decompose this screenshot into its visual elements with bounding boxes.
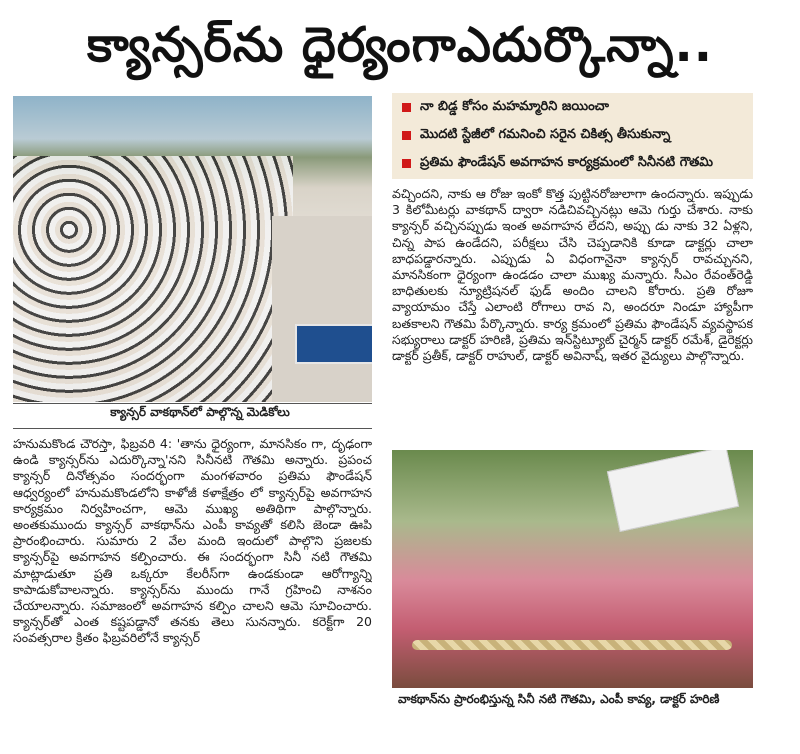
ribbon-rope	[412, 640, 732, 650]
highlight-text: ప్రతిమ ఫౌండేషన్ అవగాహన కార్యక్రమంలో సినీనటి గౌతమి	[420, 155, 714, 170]
crowd-of-marchers	[13, 156, 293, 402]
caption-bottom-rule	[13, 428, 372, 429]
highlight-item	[392, 121, 753, 149]
article-text-left: హనుమకొండ చౌరస్తా, ఫిబ్రవరి 4: 'తాను ధైర్యంగా, మానసికం గా, దృఢంగా ఉండి క్యాన్సర్‌ను ఎదుర్కొన్నా'నని సినీనటి గౌతమి అన్నారు. ప్రపంచ క్యాన్సర్ దినోత్సవం సందర్భంగా మంగళవారం ప్రతిమ ఫౌండేషన్ ఆధ్వర్యంలో హనుమకొండలోని కాళోజీ కళాక్షేత్రం లో క్యాన్సర్‌పై అవగాహన కార్యక్రమం నిర్వహించగా, ఆమె ముఖ్య అతిథిగా పాల్గొన్నారు. అంతకుముందు క్యాన్సర్ వాకథాన్‌ను ఎంపీ కావ్యతో కలిసి జెండా ఊపి ప్రారంభించారు. సుమారు 2 వేల మంది ఇందులో పాల్గొని ప్రజలకు క్యాన్సర్‌పై అవగాహన కల్పించారు. ఈ సందర్భంగా సినీ నటి గౌతమి మాట్లాడుతూ ప్రతి ఒక్కరూ కేలరీస్‌గా ఉండకుండా ఆరోగ్యాన్ని కాపాడుకోవాలన్నారు. క్యాన్సర్‌ను ముందు గానే గ్రహించి నాశనం చేయాలన్నారు. సమాజంలో అవగాహన కల్పిం చాలని ఆమె సూచించారు. క్యాన్సర్‌తో ఎంత కష్టపడ్డానో తనకు తెలు సునన్నారు. కరెక్ట్‌గా 20 సంవత్సరాల క్రితం ఫిబ్రవరిలోనే క్యాన్సర్	[13, 436, 372, 646]
headline: క్యాన్సర్‌ను ధైర్యంగాఎదుర్కొన్నా..	[87, 17, 713, 73]
red-square-bullet-icon	[402, 131, 411, 140]
red-square-bullet-icon	[402, 159, 411, 168]
highlight-item	[392, 93, 753, 121]
highlight-text: నా బిడ్డ కోసం మహమ్మారిని జయించా	[420, 99, 610, 114]
inauguration-photo	[392, 450, 753, 688]
medicover-banner	[295, 324, 372, 364]
walkathon-rally-photo	[13, 96, 372, 402]
inauguration-photo-caption: వాకథాన్‌ను ప్రారంభిస్తున్న సినీ నటి గౌతమి, ఎంపీ కావ్య, డాక్టర్ హరిణి	[398, 692, 720, 706]
red-square-bullet-icon	[402, 103, 411, 112]
walkathon-flag	[607, 450, 739, 532]
article-text-right: వచ్చిందని, నాకు ఆ రోజు ఇంకో కొత్త పుట్టినరోజులాగా ఉందన్నారు. ఇప్పుడు 3 కిలోమీటర్లు వాకథాన్ ద్వారా నడిచివచ్చినట్లు ఆమె గుర్తు చేశారు. నాకు క్యాన్సర్ వచ్చినప్పుడు ఇంత అవగాహన లేదని, అప్పు డు నాకు 32 ఏళ్లని, చిన్న పాప ఉండేదని, పరీక్షలు చేసి చెప్పడానికి కూడా డాక్టర్లు చాలా బాధపడ్డారన్నారు. ఎప్పుడు ఏ విధంగానైనా క్యాన్సర్ రావచ్చునని, మానసికంగా ధైర్యంగా ఉండడం చాలా ముఖ్య మన్నారు. సీఎం రేవంత్‌రెడ్డి బాధితులకు న్యూట్రిషనల్ ఫుడ్ అందిం చాలని కోరారు. ప్రతి రోజూ వ్యాయామం చేస్తే ఎలాంటి రోగాలు రావ ని, అందరూ నిండూ హ్యాపీగా బతకాలని గౌతమి పేర్కొన్నారు. కార్య క్రమంలో ప్రతిమ ఫౌండేషన్ వ్యవస్థాపక సభ్యురాలు డాక్టర్ హరిణి, ప్రతిమ ఇన్‌స్టిట్యూట్ చైర్మన్ డాక్టర్ రమేశ్, డైరెక్టర్లు డాక్టర్ ప్రతీక్, డాక్టర్ రాహుల్, డాక్టర్ అవినాష్, ఇతర వైద్యులు పాల్గొన్నారు.	[392, 186, 753, 364]
article-column-left	[13, 436, 372, 736]
rally-photo-caption: క్యాన్సర్ వాకథాన్‌లో పాల్గొన్న మెడికోలు	[110, 405, 290, 419]
caption-top-rule	[13, 403, 372, 404]
highlight-item	[392, 149, 753, 177]
highlights-box	[392, 93, 753, 179]
road	[272, 216, 372, 402]
article-column-right	[392, 186, 753, 442]
highlight-text: మొదటి స్టేజీలో గమనించి సరైన చికిత్స తీసుకున్నా	[420, 127, 671, 142]
